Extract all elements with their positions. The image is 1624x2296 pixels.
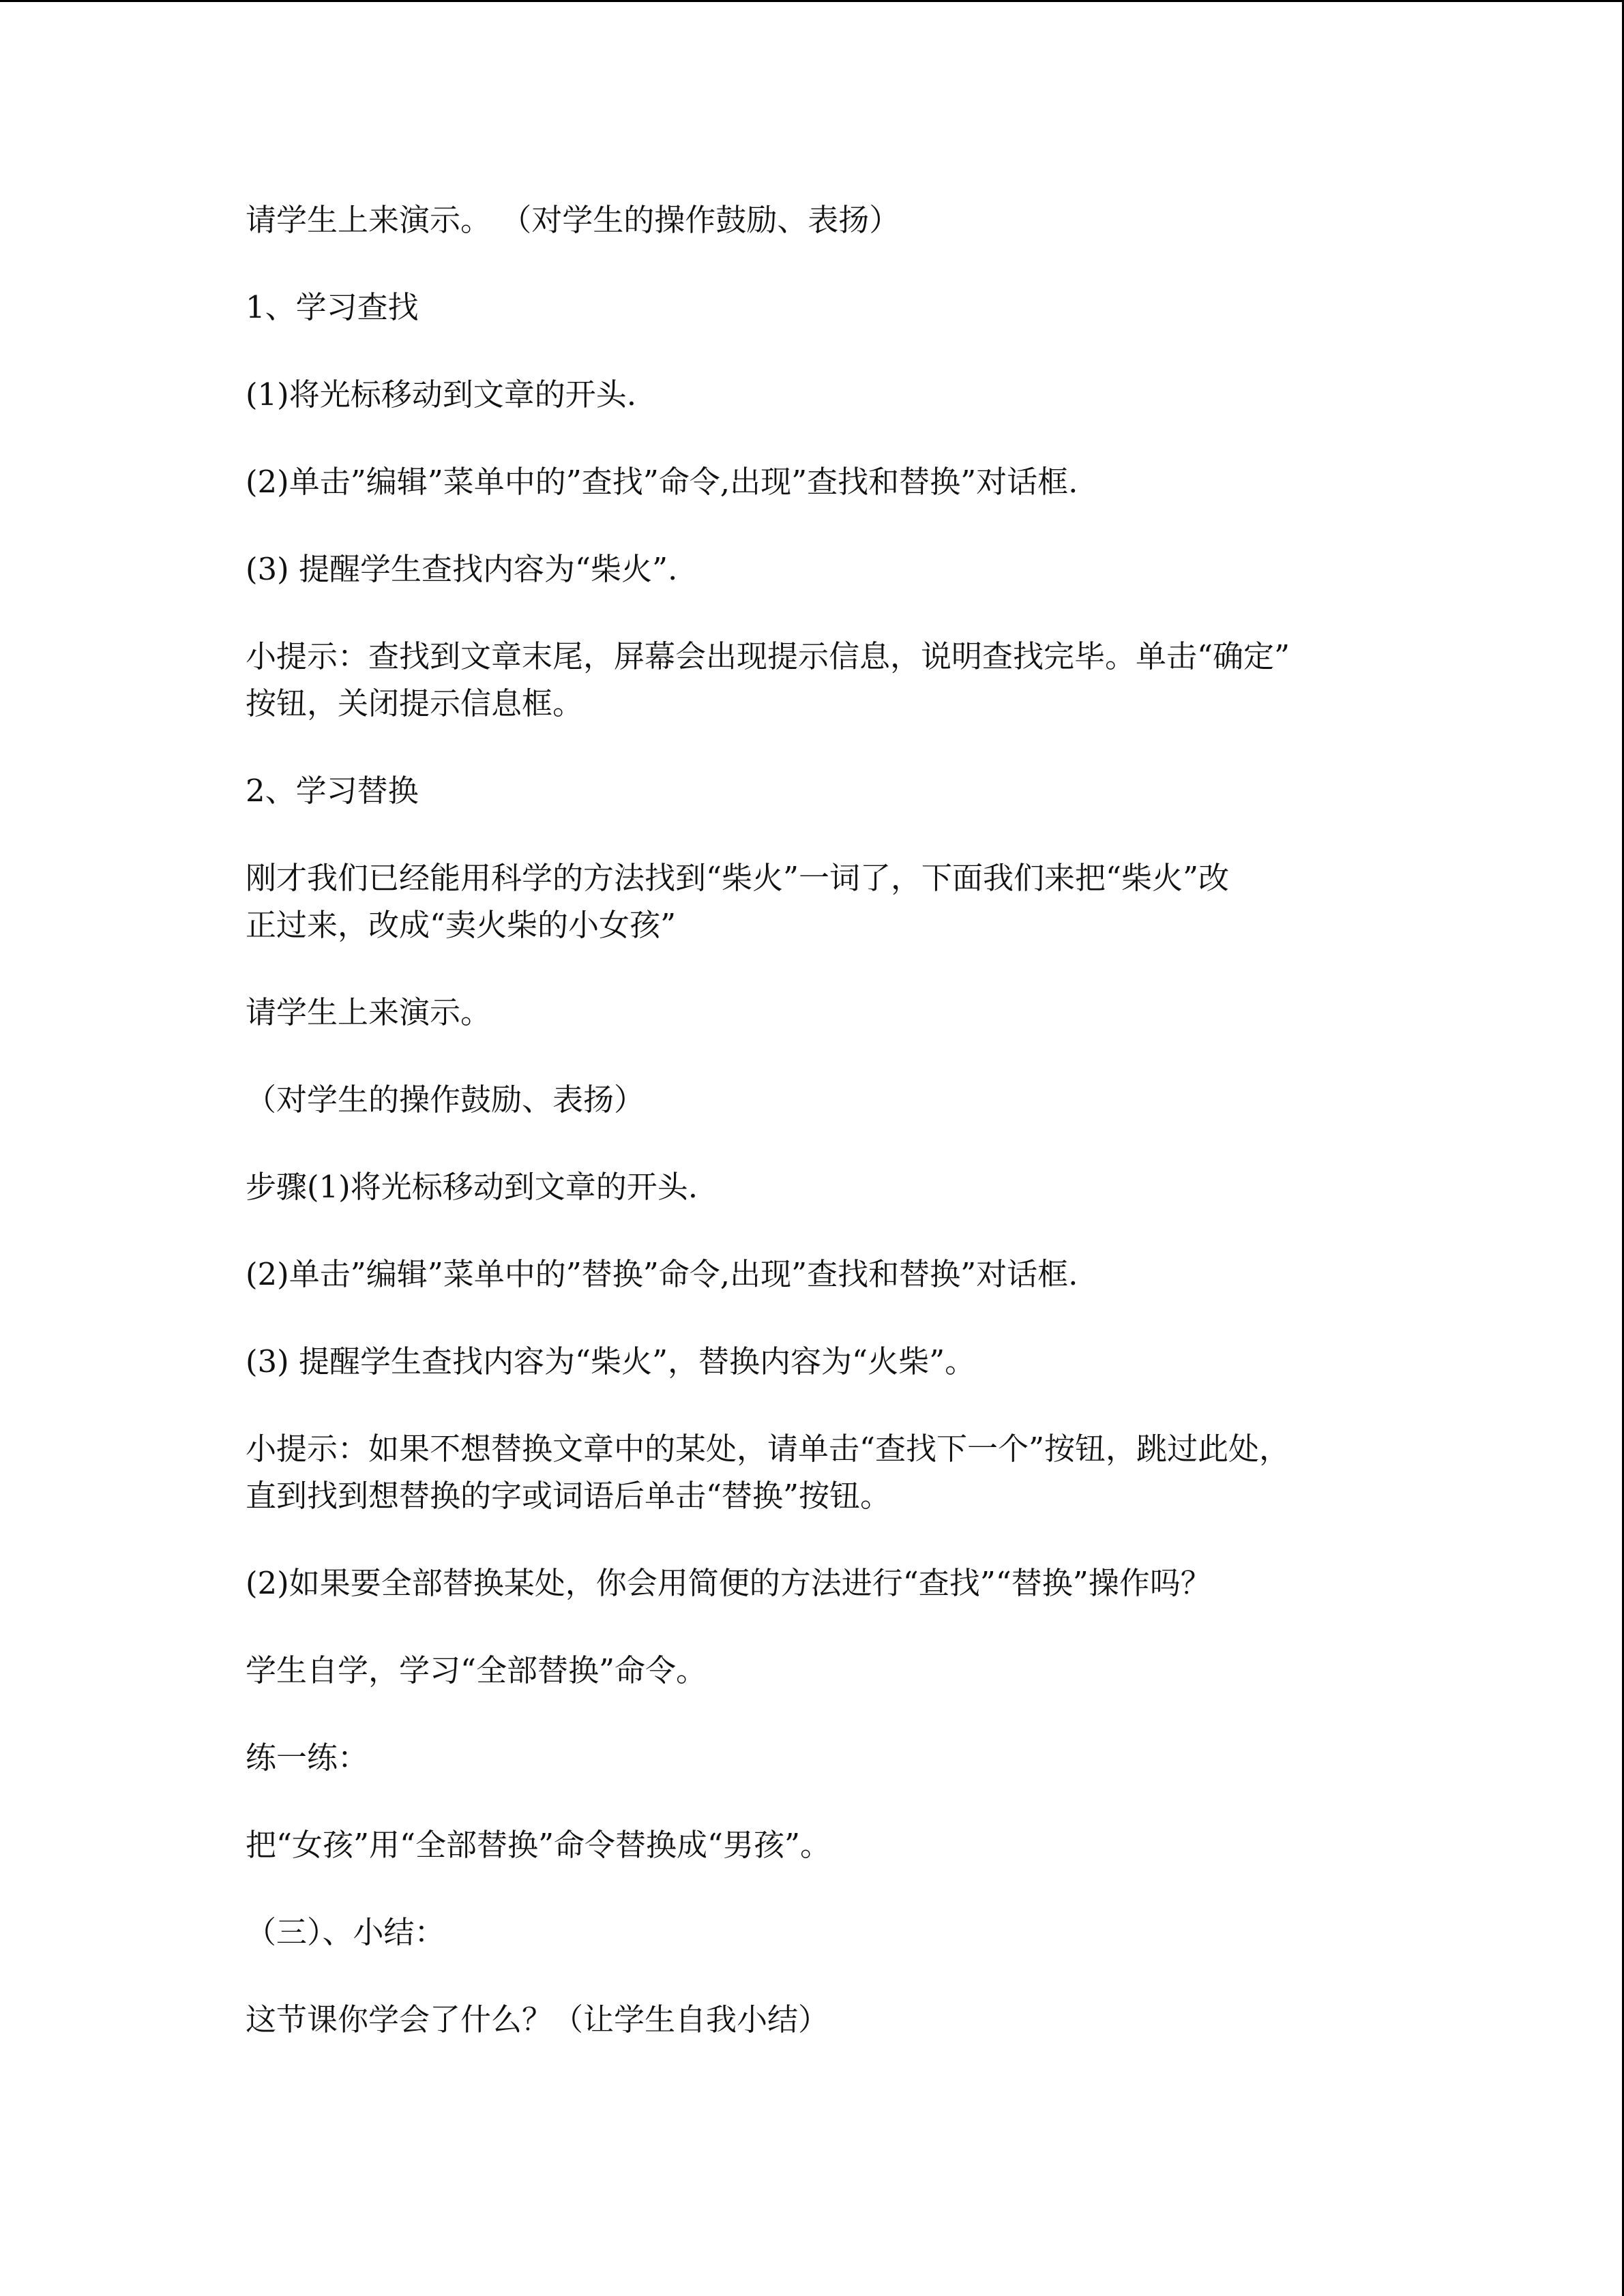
paragraph-line: 正过来，改成“卖火柴的小女孩” xyxy=(246,907,677,943)
paragraph-line: 练一练： xyxy=(246,1740,369,1776)
paragraph-line: 学生自学，学习“全部替换”命令。 xyxy=(246,1652,707,1688)
paragraph-line: 刚才我们已经能用科学的方法找到“柴火”一词了，下面我们来把“柴火”改 xyxy=(246,860,1230,896)
paragraph-line: （对学生的操作鼓励、表扬） xyxy=(246,1082,645,1118)
document-body xyxy=(246,196,1405,2083)
paragraph-invite-demo xyxy=(246,196,1405,243)
paragraph-line: 请学生上来演示。 xyxy=(246,994,492,1030)
tip-find-next xyxy=(246,1425,1405,1519)
paragraph-line: 请学生上来演示。 （对学生的操作鼓励、表扬） xyxy=(246,202,900,238)
step-click-replace xyxy=(246,1251,1405,1298)
paragraph-line: 1、学习查找 xyxy=(246,289,419,325)
paragraph-replace-intro xyxy=(246,854,1405,949)
paragraph-line: (2)单击”编辑”菜单中的”查找”命令,出现”查找和替换”对话框. xyxy=(246,464,1078,500)
paragraph-self-study xyxy=(246,1647,1405,1694)
heading-learn-replace xyxy=(246,767,1405,814)
paragraph-encourage xyxy=(246,1076,1405,1123)
paragraph-line: 直到找到想替换的字或词语后单击“替换”按钮。 xyxy=(246,1478,891,1514)
step-move-cursor xyxy=(246,371,1405,418)
heading-summary xyxy=(246,1909,1405,1956)
paragraph-practice-task xyxy=(246,1821,1405,1868)
paragraph-summary-question xyxy=(246,1996,1405,2043)
step-click-find xyxy=(246,458,1405,505)
paragraph-line: (2)如果要全部替换某处，你会用简便的方法进行“查找”“替换”操作吗？ xyxy=(246,1565,1211,1601)
paragraph-line: (2)单击”编辑”菜单中的”替换”命令,出现”查找和替换”对话框. xyxy=(246,1256,1078,1292)
step-remind-replace-content xyxy=(246,1338,1405,1385)
paragraph-line: 2、学习替换 xyxy=(246,773,419,809)
paragraph-line: 小提示：如果不想替换文章中的某处，请单击“查找下一个”按钮，跳过此处， xyxy=(246,1431,1290,1467)
paragraph-line: （三）、小结： xyxy=(246,1914,445,1950)
paragraph-line: 按钮，关闭提示信息框。 xyxy=(246,685,584,721)
step-remind-find-content xyxy=(246,546,1405,593)
paragraph-line: (1)将光标移动到文章的开头. xyxy=(246,376,637,413)
paragraph-line: 这节课你学会了什么？（让学生自我小结） xyxy=(246,2001,829,2038)
question-replace-all xyxy=(246,1560,1405,1607)
paragraph-invite-demo-2 xyxy=(246,989,1405,1036)
paragraph-line: (3) 提醒学生查找内容为“柴火”，替换内容为“火柴”。 xyxy=(246,1343,976,1380)
tip-find-end xyxy=(246,633,1405,727)
heading-practice xyxy=(246,1734,1405,1781)
paragraph-line: 把“女孩”用“全部替换”命令替换成“男孩”。 xyxy=(246,1827,831,1863)
step-move-cursor-2 xyxy=(246,1163,1405,1210)
paragraph-line: (3) 提醒学生查找内容为“柴火”. xyxy=(246,551,678,587)
heading-learn-find xyxy=(246,284,1405,331)
paragraph-line: 步骤(1)将光标移动到文章的开头. xyxy=(246,1169,698,1205)
paragraph-line: 小提示：查找到文章末尾，屏幕会出现提示信息，说明查找完毕。单击“确定” xyxy=(246,638,1290,674)
